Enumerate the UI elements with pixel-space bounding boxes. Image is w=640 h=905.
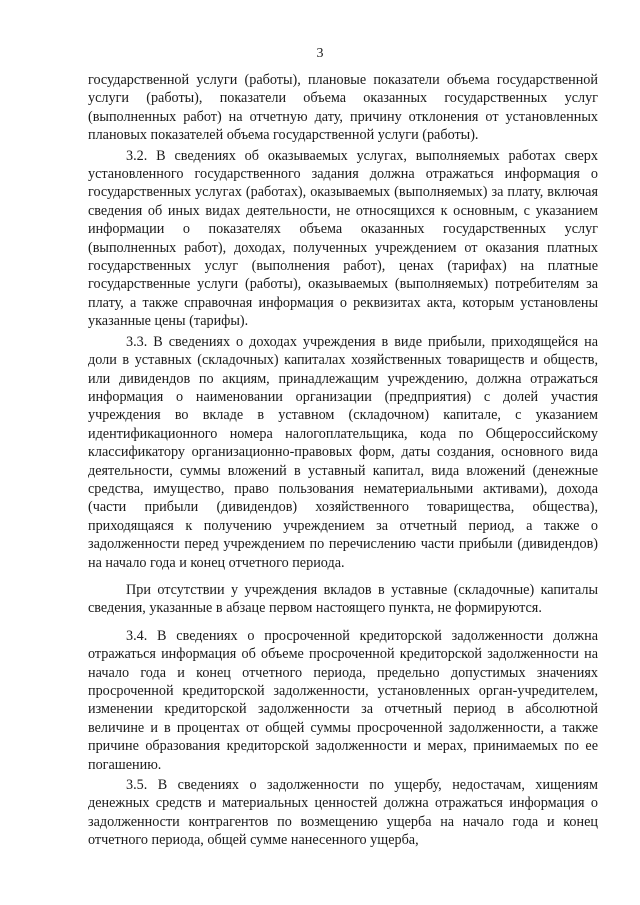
paragraph-item-3-5: 3.5. В сведениях о задолженности по ущербу, недостачам, хищениям денежных средств и материальных ценностей должна отражаться информация о задолженности контрагентов по возмещению ущерба на начало года и конец отчетного периода, общей сумме нанесенного ущерба,: [88, 777, 598, 849]
document-body: [88, 71, 598, 850]
paragraph-item-3-3: 3.3. В сведениях о доходах учреждения в виде прибыли, приходящейся на доли в уставных (складочных) капиталах хозяйственных товариществ и обществ, или дивидендов по акциям, принадлежащим учреждению, должна отражаться информация о наименовании организации (предприятия) с долей участия учреждения во вкладе в уставном (складочном) капитале, с указанием идентификационного номера налогоплательщика, кода по Общероссийскому классификатору организационно-правовых форм, даты создания, основного вида деятельности, суммы вложений в уставный капитал, вида вложений (денежные средства, имущество, право пользования нематериальными активами), дохода (части прибыли (дивидендов) хозяйственного товарищества, общества), приходящаяся к получению учреждением за отчетный период, а также о задолженности перед учреждением по перечислению части прибыли (дивидендов) на начало года и конец отчетного периода.: [88, 333, 598, 571]
paragraph-item-3-4: 3.4. В сведениях о просроченной кредиторской задолженности должна отражаться информация об объеме просроченной кредиторской задолженности на начало года и конец отчетного периода, предельно допустимых значениях просроченной кредиторской задолженности, установленных орган-учредителем, изменении кредиторской задолженности за отчетный период в абсолютной величине и в процентах от общей суммы просроченной задолженности, а также причине образования кредиторской задолженности и мерах, принимаемых по ее погашению.: [88, 627, 598, 773]
page-number: 3: [316, 46, 324, 61]
paragraph-item-3-3-absence: При отсутствии у учреждения вкладов в уставные (складочные) капиталы сведения, указанные в абзаце первом настоящего пункта, не формируются.: [88, 581, 598, 617]
paragraph-continuation: государственной услуги (работы), плановые показатели объема государственной услуги (работы), показатели объема оказанных государственных услуг (выполненных работ) на отчетную дату, причину отклонения от установленных плановых показателей объема государственной услуги (работы).: [88, 72, 598, 144]
paragraph-item-3-2: 3.2. В сведениях об оказываемых услугах, выполняемых работах сверх установленного государственного задания должна отражаться информация о государственных услугах (работах), оказываемых (выполняемых) за плату, включая сведения об иных видах деятельности, не относящихся к основным, с указанием информации о показателях объема оказанных государственных услуг (выполненных работ), доходах, полученных учреждением от оказания платных государственных услуг (выполнения работ), ценах (тарифах) на платные государственные услуги (работы), оказываемых (выполняемых) потребителям за плату, а также справочная информация о реквизитах акта, которым установлены указанные цены (тарифы).: [88, 147, 598, 330]
